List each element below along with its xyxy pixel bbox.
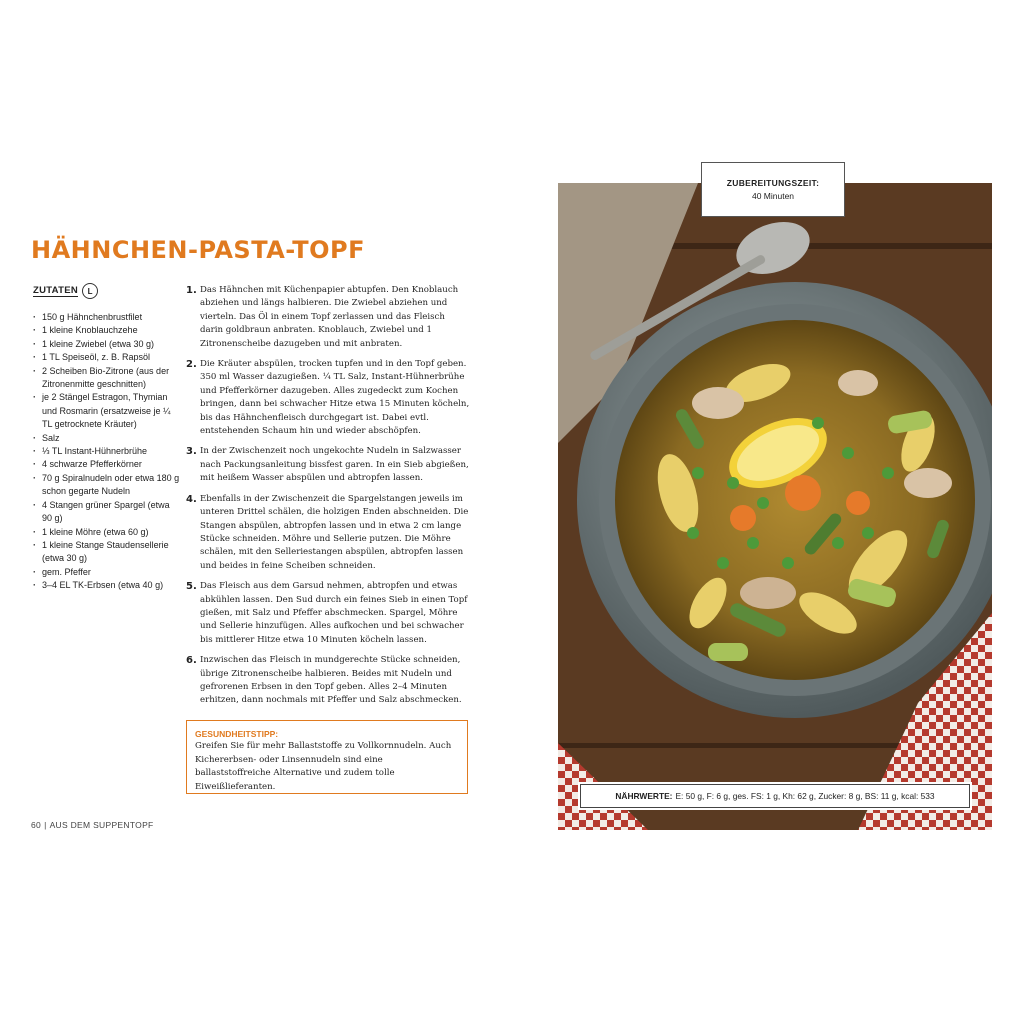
ingredient-item: · 1 kleine Stange Staudensellerie (etwa 30 g) (33, 539, 181, 566)
recipe-title: HÄHNCHEN-PASTA-TOPF (31, 236, 365, 264)
nutrition-values: E: 50 g, F: 6 g, ges. FS: 1 g, Kh: 62 g, Zucker: 8 g, BS: 11 g, kcal: 533 (675, 791, 935, 801)
instruction-step (186, 493, 470, 573)
step-text: Das Fleisch aus dem Garsud nehmen, abtropfen und etwas abkühlen lassen. Den Sud durch ein feines Sieb in einen Topf gießen, mit Salz und Pfeffer abschmecken. Spargel, Möhre und Sellerie hinzufügen. Alles aufkochen und bei schwacher bis mittlerer Hitze etwa 10 Minuten köcheln lassen. (200, 581, 468, 645)
ingredient-item: · 1 kleine Möhre (etwa 60 g) (33, 526, 181, 539)
ingredients-header (33, 283, 98, 299)
nutrition-label: NÄHRWERTE: (615, 791, 673, 801)
soup-bowl-illustration (558, 183, 992, 830)
instruction-step (186, 445, 470, 485)
page-footer (31, 820, 154, 830)
ingredient-item: · gem. Pfeffer (33, 566, 181, 579)
instruction-step (186, 654, 470, 708)
preparation-time-label: ZUBEREITUNGSZEIT: (726, 178, 820, 188)
recipe-photo (558, 183, 992, 830)
health-tip-text: Greifen Sie für mehr Ballaststoffe zu Vollkornnudeln. Auch Kichererbsen- oder Linsennudeln sind eine ballaststoffreiche Alternative und zudem tolle Eiweißlieferanten. (195, 741, 452, 792)
step-number: 5. (186, 581, 197, 593)
ingredient-item: · 4 Stangen grüner Spargel (etwa 90 g) (33, 499, 181, 526)
health-tip-title: GESUNDHEITSTIPP: (195, 729, 279, 739)
step-number: 6. (186, 655, 197, 667)
ingredient-item: · 2 Scheiben Bio-Zitrone (aus der Zitronenmitte geschnitten) (33, 365, 181, 392)
step-number: 2. (186, 359, 197, 371)
preparation-time-box (701, 162, 845, 217)
step-text: Die Kräuter abspülen, trocken tupfen und in den Topf geben. 350 ml Wasser dazugießen. ¼ TL Salz, Instant-Hühnerbrühe und Pfefferkörner dazugeben. Alles zugedeckt zum Kochen bringen, dann bei schwacher Hitze etwa 15 Minuten köcheln, bis das Hähnchenfleisch durchgegart ist. Dabei evtl. entstehenden Schaum hin und wieder abschöpfen. (200, 359, 470, 437)
ingredient-item: · Salz (33, 432, 181, 445)
preparation-time-value: 40 Minuten (751, 191, 795, 201)
ingredients-list (33, 311, 181, 593)
step-text: In der Zwischenzeit noch ungekochte Nudeln in Salzwasser nach Packungsanleitung bissfest garen. In ein Sieb abgießen, mit heißem Wasser abspülen und abtropfen lassen. (200, 446, 469, 484)
footer-separator: | (44, 820, 47, 830)
ingredients-label: ZUTATEN (33, 285, 79, 296)
lactose-free-badge: L (82, 283, 98, 299)
page-number: 60 (31, 820, 42, 830)
step-number: 4. (186, 493, 197, 505)
step-number: 1. (186, 285, 197, 296)
ingredient-item: · 4 schwarze Pfefferkörner (33, 458, 181, 471)
instruction-step (186, 580, 470, 647)
ingredient-item: · 3–4 EL TK-Erbsen (etwa 40 g) (33, 579, 181, 592)
ingredient-item: · ⅓ TL Instant-Hühnerbrühe (33, 445, 181, 458)
ingredient-item: · 1 kleine Zwiebel (etwa 30 g) (33, 338, 181, 351)
step-number: 3. (186, 446, 197, 458)
step-text: Inzwischen das Fleisch in mundgerechte Stücke schneiden, übrige Zitronenscheibe halbieren. Beides mit Nudeln und gefrorenen Erbsen in den Topf geben. Alles 2–4 Minuten erhitzen, dann nochmals mit Pfeffer und Salz abschmecken. (200, 655, 462, 706)
section-title: AUS DEM SUPPENTOPF (49, 820, 154, 830)
ingredient-item: · 70 g Spiralnudeln oder etwa 180 g schon gegarte Nudeln (33, 472, 181, 499)
health-tip-box (186, 720, 468, 794)
nutrition-box (580, 784, 970, 808)
ingredient-item: · 1 kleine Knoblauchzehe (33, 324, 181, 337)
instruction-step (186, 284, 470, 351)
step-text: Das Hähnchen mit Küchenpapier abtupfen. Den Knoblauch abziehen und längs halbieren. Die Zwiebel abziehen und vierteln. Das Öl in einem Topf zerlassen und das Fleisch darin goldbraun anbraten. Knoblauch, Zwiebel und 1 Zitronenscheibe dazugeben und mit anbraten. (200, 285, 459, 349)
instruction-steps (186, 284, 470, 715)
ingredient-item: · 150 g Hähnchenbrustfilet (33, 311, 181, 324)
ingredient-item: · 1 TL Speiseöl, z. B. Rapsöl (33, 351, 181, 364)
ingredient-item: · je 2 Stängel Estragon, Thymian und Rosmarin (ersatzweise je ¼ TL getrocknete Kräuter) (33, 391, 181, 431)
step-text: Ebenfalls in der Zwischenzeit die Spargelstangen jeweils im unteren Drittel schälen, die holzigen Enden abschneiden. Die Stangen abspülen, abtropfen lassen und in etwa 2 cm lange Stücke schneiden. Möhre und Sellerie putzen. Die Möhre schälen, mit den Selleriestangen abspülen, abtropfen lassen und beides in feine Scheiben schneiden. (200, 493, 469, 571)
instruction-step (186, 358, 470, 438)
